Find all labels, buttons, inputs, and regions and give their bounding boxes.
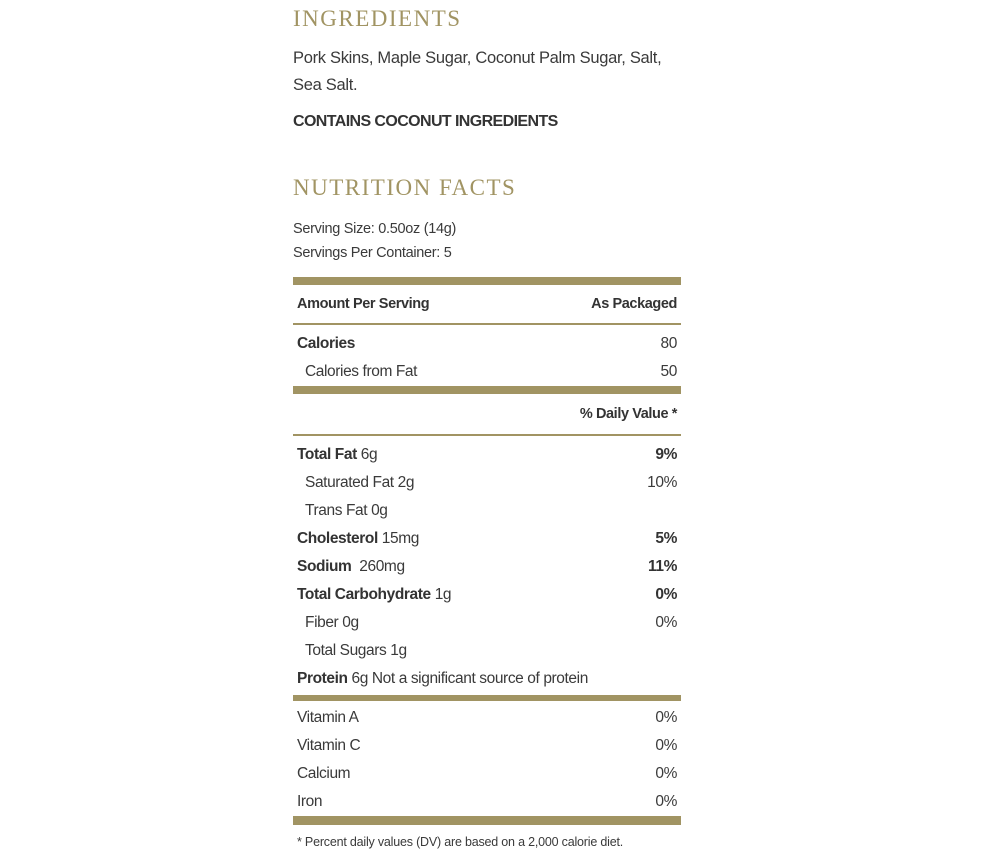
servings-per-container: Servings Per Container: 5 [293,245,452,261]
allergen-statement: CONTAINS COCONUT INGREDIENTS [293,113,558,130]
divider-thick [293,277,681,285]
amount-per-serving-label: Amount Per Serving [297,296,430,312]
vitamin-label: Vitamin A [297,709,359,726]
nutrient-row-total-fat [293,441,681,469]
vitamin-label: Iron [297,793,323,810]
nutrient-label: Total Sugars [305,642,387,659]
vitamin-dv: 0% [655,793,677,810]
nutrient-row-fiber [293,609,681,637]
nutrient-label: Total Fat [297,446,357,463]
nutrient-dv: 9% [655,446,677,463]
vitamin-row-c [293,732,681,760]
nutrient-amount: 0g [342,614,359,631]
nutrient-label: Total Carbohydrate [297,586,431,603]
nutrient-dv: 0% [655,586,677,603]
calories-from-fat-row [293,358,681,386]
calories-row [293,330,681,358]
nutrient-amount: 2g [397,474,415,491]
nutrient-label: Fiber [305,614,339,631]
nutrient-amount: 15mg [381,530,419,547]
divider-thick [293,816,681,825]
nutrient-label: Trans Fat [305,502,368,519]
nutrition-facts-table [293,277,681,849]
daily-value-header-row [293,394,681,434]
nutrient-row-total-sugars [293,637,681,665]
nutrient-label: Saturated Fat [305,474,394,491]
nutrient-amount: 6g Not a significant source of protein [351,670,588,687]
vitamin-dv: 0% [655,765,677,782]
calories-from-fat-value: 50 [660,363,677,380]
content-column [293,0,681,849]
nutrient-label: Protein [297,670,348,687]
divider-thick [293,386,681,394]
nutrient-dv: 11% [648,558,677,575]
vitamin-row-calcium [293,760,681,788]
nutrient-row-sodium [293,553,681,581]
as-packaged-label: As Packaged [591,296,677,312]
nutrient-row-protein [293,665,681,693]
nutrient-row-total-carbohydrate [293,581,681,609]
vitamin-row-iron [293,788,681,816]
calories-from-fat-label: Calories from Fat [305,363,418,380]
calories-value: 80 [660,335,677,352]
ingredients-text: Pork Skins, Maple Sugar, Coconut Palm Sugar, Salt, Sea Salt. [293,49,662,94]
serving-size: Serving Size: 0.50oz (14g) [293,221,457,237]
daily-value-footnote: * Percent daily values (DV) are based on a 2,000 calorie diet. [297,835,623,849]
vitamin-dv: 0% [655,709,677,726]
nutrient-amount: 1g [390,642,407,659]
serving-info [293,217,681,265]
nutrient-amount: 0g [371,502,388,519]
ingredients-heading: INGREDIENTS [293,6,462,31]
daily-value-header: % Daily Value * [579,406,677,422]
nutrient-label: Cholesterol [297,530,378,547]
nutrient-dv: 0% [655,614,677,631]
calories-label: Calories [297,335,355,352]
nutrient-row-trans-fat [293,497,681,525]
vitamin-label: Vitamin C [297,737,361,754]
vitamin-dv: 0% [655,737,677,754]
nutrient-label: Sodium [297,558,352,575]
nutrition-facts-heading: NUTRITION FACTS [293,175,517,200]
vitamin-row-a [293,704,681,732]
nutrient-amount: 260mg [359,558,405,575]
nutrient-dv: 5% [655,530,677,547]
nutrient-amount: 1g [434,586,452,603]
nutrient-dv: 10% [647,474,677,491]
nutrient-amount: 6g [360,446,378,463]
table-header-row [293,285,681,323]
nutrient-row-cholesterol [293,525,681,553]
vitamin-label: Calcium [297,765,351,782]
nutrient-row-saturated-fat [293,469,681,497]
